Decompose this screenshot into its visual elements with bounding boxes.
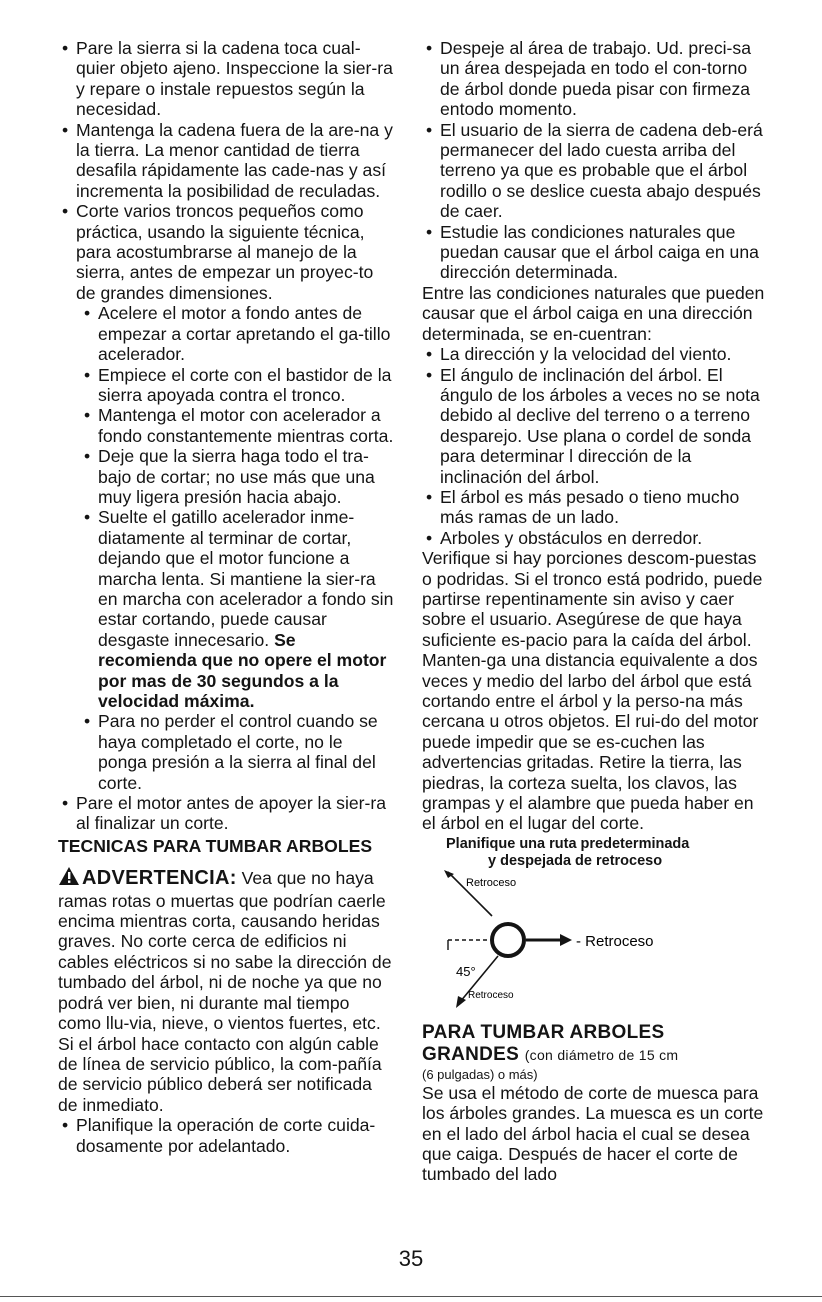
heading-subtext-2: (6 pulgadas) o más) [422,1066,538,1082]
bullet-item: • Pare el motor antes de apoyer la sier-ra al finalizar un corte. [58,793,396,834]
right-column [422,38,766,1185]
sub-bullet-item: • Empiece el corte con el bastidor de la sierra apoyada contra el tronco. [58,365,396,406]
page-number: 35 [398,1246,424,1271]
diagram-title-line: y despejada de retroceso [488,852,663,869]
warning-title: ADVERTENCIA: [82,867,237,890]
warning-triangle-icon [58,866,80,890]
arrow-head-right [560,934,572,946]
bullet-item: • El árbol es más pesado o tieno mucho más ramas de un lado. [422,487,766,528]
sub-bullet-item: • Para no perder el control cuando se haya completado el corte, no le ponga presión a la sierra al final del corte. [58,711,396,793]
section-heading: TECNICAS PARA TUMBAR ARBOLES [58,835,373,856]
diagram-title-line: Planifique una ruta predeterminada [446,835,690,852]
bullet-item: • La dirección y la velocidad del viento. [422,344,766,364]
bullet-item: • Corte varios troncos pequeños como práctica, usando la siguiente técnica, para acostumbrarse al manejo de la sierra, antes de empezar un proyec-to de grandes dimensiones. [58,201,396,303]
bullet-item: • El ángulo de inclinación del árbol. El ángulo de los árboles a veces no se nota debido al declive del terreno o a terreno desparejo. Use plana o cordel de sonda para determinar l dirección de la inclinación del árbol. [422,365,766,487]
sub-bullet-item: • Deje que la sierra haga todo el tra-bajo de cortar; no use más que una muy ligera presión hacia abajo. [58,446,396,507]
retreat-path-diagram [422,870,766,1020]
bullet-item: • Mantenga la cadena fuera de la are-na y la tierra. La menor cantidad de tierra desafila rápidamente las cade-nas y así incrementa la posibilidad de reculadas. [58,120,396,202]
sub-bullet-text: Suelte el gatillo acelerador inme-diatamente al terminar de cortar, dejando que el motor funcione a marcha lenta. Si mantiene la sier-ra en marcha con acelerador a fondo sin estar cortando, puede causar desgaste innecesario. [98,507,394,650]
warning-block [58,866,396,1115]
paragraph: Se usa el método de corte de muesca para los árboles grandes. La muesca es un corte en el lado del árbol hacia el cual se desea que caiga. Después de hacer el corte de tumbado del lado [422,1082,764,1185]
bullet-item: • Estudie las condiciones naturales que puedan causar que el árbol caiga en una dirección determinada. [422,222,766,283]
paragraph: Entre las condiciones naturales que pueden causar que el árbol caiga en una dirección determinada, se en-cuentran: [422,282,765,344]
warning-text: Vea que no haya ramas rotas o muertas que podrían caerle encima mientras corta, causando heridas graves. No corte cerca de edificios ni cables eléctricos si no sabe la dirección de tumbado del árbol, ni de noche ya que no podrá ver bien, ni durante mal tiempo como llu-via, nieve, o vientos fuertes, etc. Si el árbol hace contacto con algún cable de línea de servicio público, la com-pañía de servicio público deberá ser notificada de inmediato. [58,868,392,1115]
bottom-rule [0,1296,822,1297]
left-column [58,38,396,1156]
section-heading-large-trees [422,1022,766,1066]
retreat-label-bottom: Retroceso [468,989,514,1001]
retreat-label-right: - Retroceso [576,932,654,950]
retreat-diagram-svg [422,870,766,1020]
sub-bullet-item: • Mantenga el motor con acelerador a fondo constantemente mientras corta. [58,405,396,446]
heading-subtext: (con diámetro de 15 cm [524,1046,679,1063]
bullet-item: • Arboles y obstáculos en derredor. [422,528,766,548]
diagram-title [446,836,766,870]
sub-bullet-item: • Acelere el motor a fondo antes de empezar a cortar apretando el ga-tillo acelerador. [58,303,396,364]
paragraph: Verifique si hay porciones descom-puestas o podridas. Si el tronco está podrido, puede partirse repentinamente sin aviso y caer sobre el usuario. Asegúrese de que haya suficiente es-pacio para la caída del árbol. Manten-ga una distancia equivalente a dos veces y medio del larbo del árbol que está cortando entre el árbol y la perso-na más cercana u otros objetos. El rui-do del motor puede impedir que se es-cuchen las advertencias gritadas. Retire la tierra, las piedras, la corteza suelta, los clavos, las grampas y el alambre que pueda haber en el árbol en el lugar del corte. [422,548,763,834]
bullet-item: • Despeje al área de trabajo. Ud. preci-sa un área despejada en todo el con-torno de árbol donde pueda pisar con firmeza entodo momento. [422,38,766,120]
bold-warning-text: Se recomienda que no opere el motor por mas de 30 segundos a la velocidad máxima. [98,629,387,711]
bullet-item: • El usuario de la sierra de cadena deb-erá permanecer del lado cuesta arriba del terreno ya que es probable que el árbol rodillo o se deslice cuesta abajo después de caer. [422,120,766,222]
heading-text: PARA TUMBAR ARBOLES GRANDES [422,1021,665,1065]
bullet-item: • Planifique la operación de corte cuida-dosamente por adelantado. [58,1115,396,1156]
angle-label: 45° [456,963,476,979]
bullet-item: • Pare la sierra si la cadena toca cual-quier objeto ajeno. Inspeccione la sier-ra y repare o instale repuestos según la necesidad. [58,38,396,120]
tree-icon [492,924,524,956]
sub-bullet-item [58,507,396,711]
retreat-label-top: Retroceso [466,876,517,889]
